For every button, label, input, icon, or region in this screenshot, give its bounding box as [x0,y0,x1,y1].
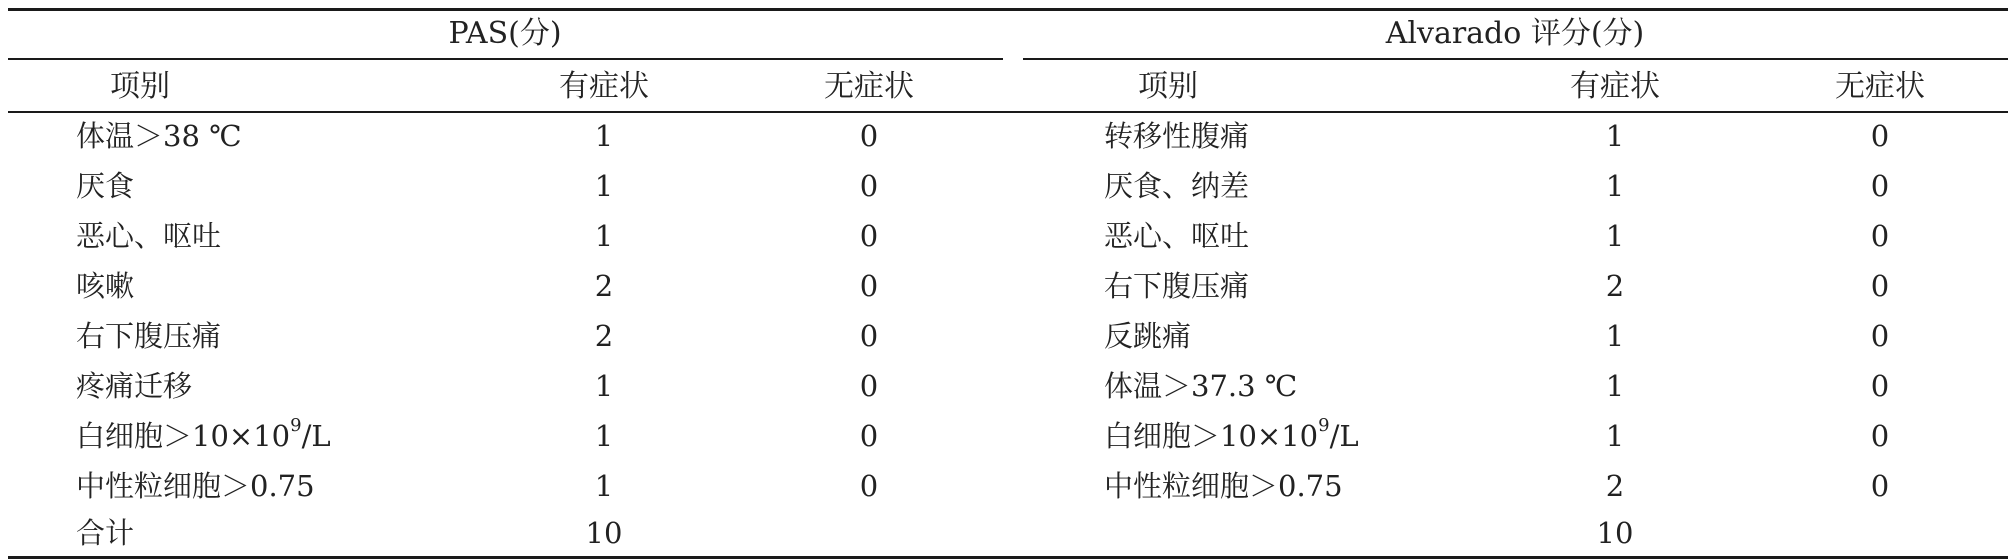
pas-total-item: 合计 [76,516,135,550]
pas-row-5-no: 0 [859,319,879,353]
pas-row-1-no: 0 [859,119,879,153]
alvarado-row-1-item: 转移性腹痛 [1104,119,1250,153]
pas-row-2-yes: 1 [594,169,614,203]
alvarado-row-3-no: 0 [1870,219,1890,253]
pas-header-no: 无症状 [824,69,914,104]
alvarado-group-title: Alvarado 评分(分) [1385,16,1645,51]
pas-row-4-item: 咳嗽 [76,269,135,303]
alvarado-row-7-item-suffix: /L [1329,419,1359,453]
alvarado-row-4-no: 0 [1870,269,1890,303]
pas-row-6-yes: 1 [594,369,614,403]
pas-row-7-no: 0 [859,419,879,453]
alvarado-row-4-yes: 2 [1605,269,1625,303]
alvarado-header-yes: 有症状 [1570,69,1660,104]
pas-group-title: PAS(分) [448,16,562,51]
alvarado-row-2-no: 0 [1870,169,1890,203]
alvarado-row-6-no: 0 [1870,369,1890,403]
pas-row-3-yes: 1 [594,219,614,253]
alvarado-row-8-no: 0 [1870,469,1890,503]
pas-row-2-no: 0 [859,169,879,203]
alvarado-row-6-yes: 1 [1605,369,1625,403]
pas-row-3-item: 恶心、呕吐 [76,219,222,253]
alvarado-row-5-no: 0 [1870,319,1890,353]
alvarado-row-1-no: 0 [1870,119,1890,153]
pas-row-6-no: 0 [859,369,879,403]
bottom-rule [8,556,2008,559]
top-rule [8,8,2008,11]
alvarado-row-7-no: 0 [1870,419,1890,453]
score-comparison-table [8,8,2008,558]
pas-row-1-item: 体温＞38 ℃ [76,119,242,153]
pas-row-7-item-exponent: 9 [290,415,302,437]
pas-row-3-no: 0 [859,219,879,253]
pas-total-yes: 10 [585,516,623,550]
alvarado-row-2-yes: 1 [1605,169,1625,203]
alvarado-total-yes: 10 [1596,516,1634,550]
alvarado-row-3-yes: 1 [1605,219,1625,253]
pas-row-8-yes: 1 [594,469,614,503]
pas-row-8-item: 中性粒细胞＞0.75 [76,469,315,503]
pas-row-7-item-prefix: 白细胞＞10×10 [76,419,291,453]
alvarado-row-6-item: 体温＞37.3 ℃ [1104,369,1298,403]
pas-row-6-item: 疼痛迁移 [76,369,193,403]
alvarado-row-8-item: 中性粒细胞＞0.75 [1104,469,1343,503]
alvarado-row-7-item [1104,411,1359,461]
pas-row-7-yes: 1 [594,419,614,453]
alvarado-row-8-yes: 2 [1605,469,1625,503]
pas-row-7-item-suffix: /L [301,419,331,453]
pas-header-yes: 有症状 [559,69,649,104]
pas-row-2-item: 厌食 [76,169,135,203]
pas-row-4-yes: 2 [594,269,614,303]
alvarado-row-3-item: 恶心、呕吐 [1104,219,1250,253]
alvarado-row-5-item: 反跳痛 [1104,319,1192,353]
alvarado-row-4-item: 右下腹压痛 [1104,269,1250,303]
pas-row-5-item: 右下腹压痛 [76,319,222,353]
pas-row-5-yes: 2 [594,319,614,353]
alvarado-header-item: 项别 [1138,69,1198,104]
alvarado-header-no: 无症状 [1835,69,1925,104]
alvarado-row-7-yes: 1 [1605,419,1625,453]
alvarado-row-5-yes: 1 [1605,319,1625,353]
header-bottom-rule [8,111,2008,113]
pas-row-8-no: 0 [859,469,879,503]
pas-row-4-no: 0 [859,269,879,303]
alvarado-row-2-item: 厌食、纳差 [1104,169,1250,203]
pas-row-7-item [76,411,331,461]
alvarado-row-7-item-exponent: 9 [1318,415,1330,437]
alvarado-row-1-yes: 1 [1605,119,1625,153]
pas-header-item: 项别 [110,69,170,104]
pas-row-1-yes: 1 [594,119,614,153]
alvarado-row-7-item-prefix: 白细胞＞10×10 [1104,419,1319,453]
